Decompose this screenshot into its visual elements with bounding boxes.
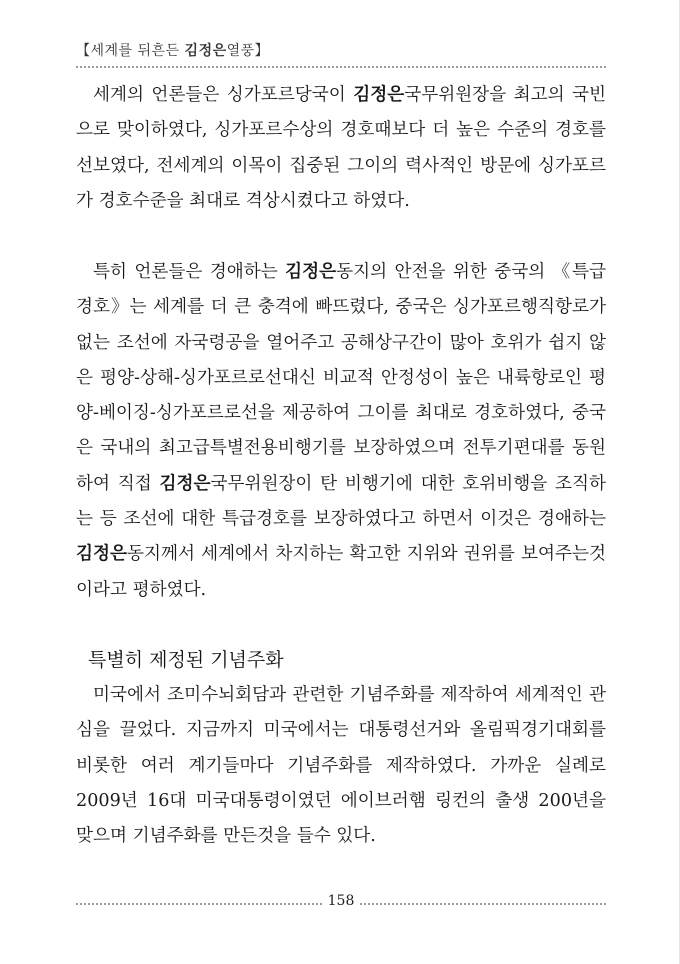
paragraph-3 [76,678,606,854]
paragraph-2 [76,255,606,608]
p2-text-a: 특히 언론들은 경애하는 [93,262,286,282]
highlighted-name: 김정은 [159,473,211,494]
highlighted-name: 김정은 [285,262,337,282]
p1-text-b: 국무위원장을 최고의 국빈으로 맞이하였다, 싱가포르수상의 경호때보다 더 높은 수준의 경호를 선보였다, 전세계의 이목이 집중된 그이의 력사적인 방문에 싱가포르가 경호수준을 최대로 격상시켰다고 하였다. [76,85,606,211]
page-number: 158 [327,893,355,909]
section-title: 특별히 제정된 기념주화 [88,649,284,671]
footer-rule-left [76,903,322,905]
header-prefix: 【세계를 뒤흔든 [76,43,185,59]
p3-text: 미국에서 조미수뇌회담과 관련한 기념주화를 제작하여 세계적인 관심을 끌었다. 지금까지 미국에서는 대통령선거와 올림픽경기대회를 비롯한 여러 계기들마다 기념주화를 제작하였다. 가까운 실례로 2009년 16대 미국대통령이였던 에이브러햄 링컨의 출생 200년을 맞으며 기념주화를 만든것을 들수 있다. [76,685,606,847]
p2-text-c: 국무위원장이 탄 비행기에 대한 호위비행을 조직하는 등 조선에 대한 특급경호를 보장하였다고 하면서 이것은 경애하는 [76,473,607,530]
highlighted-name: 김정은 [76,544,127,565]
paragraph-1 [76,78,606,219]
header-suffix: 열풍】 [226,43,270,59]
p2-text-b: 동지의 안전을 위한 중국의 《특급경호》는 세계를 더 큰 충격에 빠뜨렸다, 중국은 싱가포르행직항로가 없는 조선에 자국령공을 열어주고 공해상구간이 많아 호위가 쉽지 않은 평양-상해-싱가포르로선대신 비교적 안정성이 높은 내륙항로인 평양-베이징-싱가포르로선을 제공하여 그이를 최대로 경호하였다, 중국은 국내의 최고급특별전용비행기를 보장하였으며 전투기편대를 동원하여 직접 [76,262,606,494]
p2-text-d: 동지께서 세계에서 차지하는 확고한 지위와 권위를 보여주는것이라고 평하였다. [76,544,606,600]
header-rule [76,66,606,68]
highlighted-name: 김정은 [353,85,405,105]
p1-text-a: 세계의 언론들은 싱가포르당국이 [93,85,354,105]
running-header [76,40,269,60]
footer-rule-right [360,903,606,905]
header-name: 김정은 [184,43,227,59]
page-footer [76,893,606,913]
